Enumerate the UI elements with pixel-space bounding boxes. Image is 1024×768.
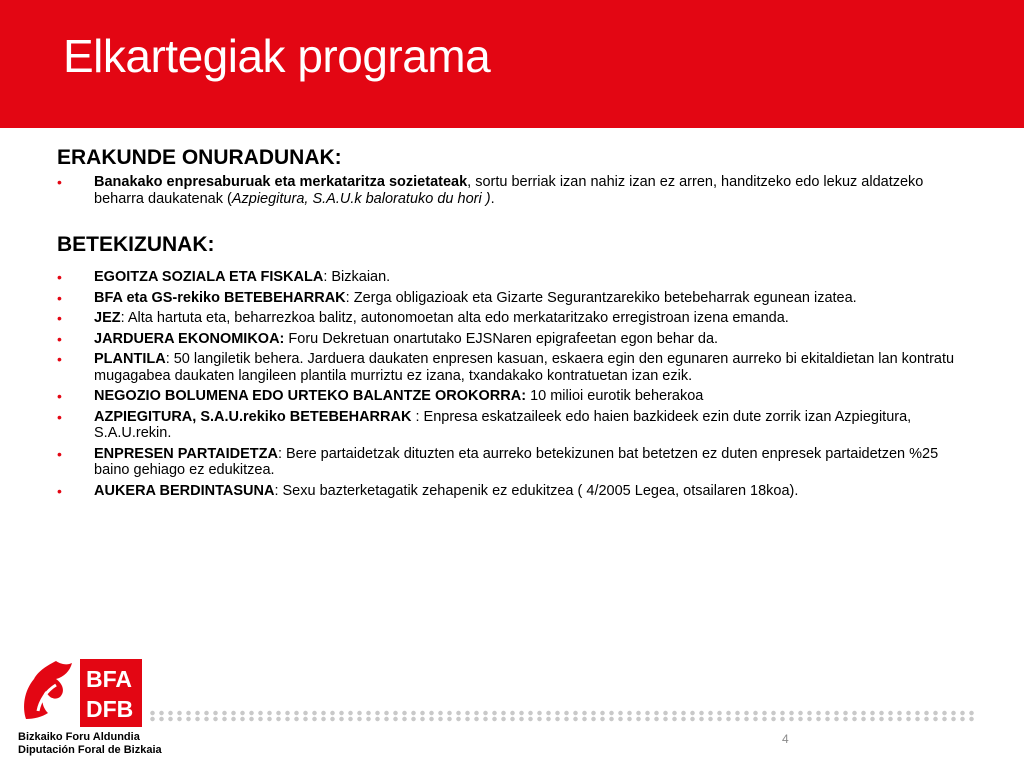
bullet-dot-icon: •	[57, 482, 62, 499]
requirements-list	[57, 269, 967, 503]
item-term: AZPIEGITURA, S.A.U.rekiko BETEBEHARRAK	[94, 408, 412, 425]
item-term: BFA eta GS-rekiko BETEBEHARRAK	[94, 289, 346, 306]
logo-text-dfb: DFB	[86, 696, 134, 722]
bullet-dot-icon: •	[57, 351, 62, 367]
bullet-dot-icon: •	[57, 289, 62, 306]
item-term: JEZ	[94, 310, 121, 326]
list-item	[57, 483, 967, 500]
dotted-divider	[148, 710, 974, 722]
item-italic-note: Azpiegitura, S.A.U.k baloratuko du hori )	[231, 190, 491, 207]
bullet-dot-icon: •	[57, 408, 62, 425]
item-text: : Bizkaian.	[323, 269, 391, 285]
list-item	[57, 290, 967, 307]
list-item	[57, 269, 967, 286]
item-term: JARDUERA EKONOMIKOA:	[94, 330, 285, 347]
list-item	[57, 446, 967, 479]
item-text: : Alta hartuta eta, beharrezkoa balitz, autonomoetan alta edo merkataritzako erregistroan izena emanda.	[120, 310, 789, 326]
org-name-spanish: Diputación Foral de Bizkaia	[18, 744, 162, 756]
title-bar	[0, 0, 1024, 128]
item-term: AUKERA BERDINTASUNA	[94, 482, 275, 499]
bullet-dot-icon: •	[57, 174, 62, 190]
section-heading-beneficiaries: ERAKUNDE ONURADUNAK:	[57, 146, 342, 169]
beneficiaries-list	[57, 174, 967, 211]
item-term: ENPRESEN PARTAIDETZA	[94, 445, 278, 462]
item-text: : Sexu bazterketagatik zehapenik ez edukitzea ( 4/2005 Legea, otsailaren 18koa).	[274, 482, 799, 499]
item-text: 10 milioi eurotik beherakoa	[526, 388, 704, 404]
bullet-dot-icon: •	[57, 269, 62, 285]
item-term: PLANTILA	[94, 351, 166, 367]
bullet-dot-icon: •	[57, 388, 62, 404]
item-term: Banakako enpresaburuak eta merkataritza sozietateak	[94, 174, 468, 190]
item-text: , sortu berriak izan nahiz izan ez arren, handitzeko edo lekuz aldatzeko beharra daukatenak (	[94, 174, 924, 207]
logo-text-bfa: BFA	[86, 666, 132, 692]
list-item	[57, 351, 967, 384]
logo-graphic	[18, 657, 142, 729]
list-item	[57, 409, 967, 442]
bullet-dot-icon: •	[57, 310, 62, 326]
item-text: : Bere partaidetzak dituzten eta aurreko betekizunen bat betetzen ez duten enpresek partaidetzen %25 baino gehiago ez edukitzea.	[94, 445, 939, 478]
slide-title: Elkartegiak programa	[63, 30, 491, 82]
item-text: : Zerga obligazioak eta Gizarte Segurantzarekiko betebeharrak egunean izatea.	[345, 289, 857, 306]
section-heading-requirements: BETEKIZUNAK:	[57, 233, 215, 256]
bullet-dot-icon: •	[57, 330, 62, 347]
item-text: : 50 langiletik behera. Jarduera daukaten enpresen kasuan, eskaera egin den egunaren aurreko bi ekitaldietan lan kontratu mugagabea daukaten langileen plantila murriztu ez izana, txandakako kontratuetan izan ezik.	[94, 351, 955, 384]
list-item	[57, 388, 967, 405]
item-term: NEGOZIO BOLUMENA EDO URTEKO BALANTZE OROKORRA:	[94, 388, 527, 404]
item-tail: .	[490, 190, 495, 207]
list-item	[57, 310, 967, 327]
list-item	[57, 331, 967, 348]
list-item	[57, 174, 967, 207]
item-term: EGOITZA SOZIALA ETA FISKALA	[94, 269, 324, 285]
org-name-basque: Bizkaiko Foru Aldundia	[18, 731, 140, 743]
page-number: 4	[782, 732, 789, 746]
item-text: Foru Dekretuan onartutako EJSNaren epigrafeetan egon behar da.	[284, 330, 719, 347]
item-text: : Enpresa eskatzaileek edo haien bazkideek ezin dute zorrik izan Azpiegitura, S.A.U.rekin.	[94, 408, 912, 441]
bullet-dot-icon: •	[57, 445, 62, 462]
